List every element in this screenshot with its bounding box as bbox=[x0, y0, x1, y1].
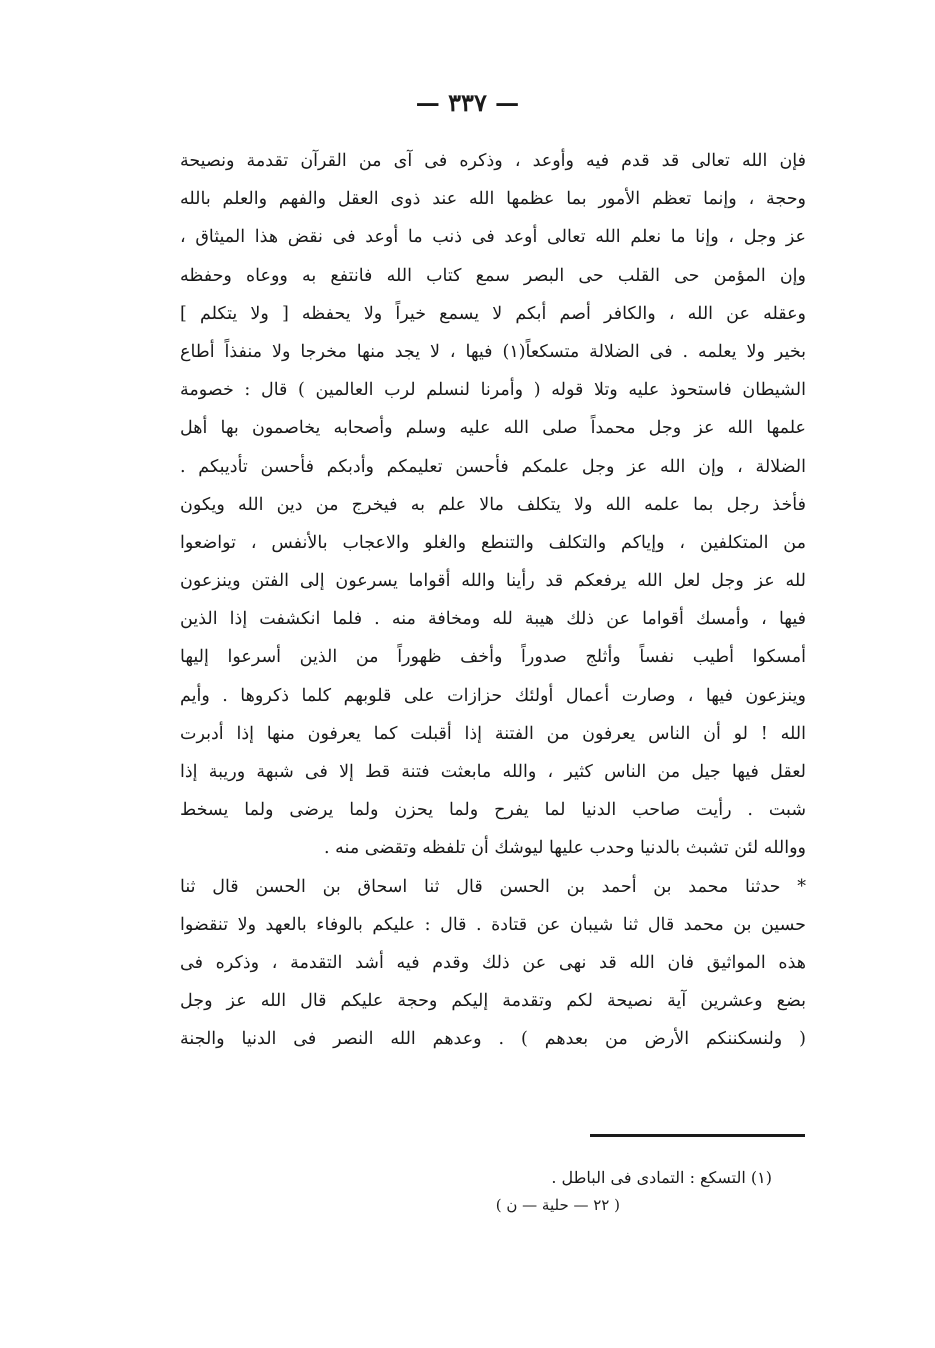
text-line: وإن المؤمن حى القلب حى البصر سمع كتاب الله فانتفع به ووعاه وحفظه bbox=[180, 265, 806, 286]
signature-mark: ( ٢٢ — حلية — ن ) bbox=[495, 1196, 620, 1214]
text-line: * حدثنا محمد بن أحمد بن الحسن قال ثنا اسحاق بن الحسن قال ثنا bbox=[180, 876, 806, 897]
text-line: أمسكوا أطيب نفساً وأثلج صدوراً وأخف ظهوراً من الذين أسرعوا إليها bbox=[180, 647, 806, 668]
text-line: وعقله عن الله ، والكافر أصم أبكم لا يسمع خيراً ولا يحفظه [ ولا يتكلم ] bbox=[180, 303, 806, 324]
footnote: (١) التسكع : التمادى فى الباطل . bbox=[551, 1168, 772, 1187]
footnote-divider bbox=[590, 1134, 805, 1137]
text-line: عز وجل ، وإنا ما نعلم الله تعالى أوعد فى ذنب ما أوعد فى نقض هذا الميثاق ، bbox=[180, 227, 806, 248]
text-line: هذه المواثيق فان الله قد نهى عن ذلك وقدم فيه أشد التقدمة ، وذكره فى bbox=[180, 952, 806, 973]
text-line: شبت . رأيت صاحب الدنيا لما يفرح ولما يحزن ولما يرضى ولما يسخط bbox=[180, 800, 806, 821]
main-text bbox=[180, 142, 806, 1059]
text-line: الضلالة ، وإن الله عز وجل علمكم فأحسن تعليمكم وأدبكم فأحسن تأديبكم . bbox=[180, 456, 806, 477]
text-line: وحجة ، وإنما تعظم الأمور بما عظمها الله عند ذوى العقل والفهم والعلم بالله bbox=[180, 189, 806, 210]
text-line: بخير ولا يعلمه . فى الضلالة متسكعاً(١) فيها ، لا يجد منها مخرجا ولا منفذاً أطاع bbox=[180, 341, 806, 362]
text-line: فيها ، وأمسك أقواما عن ذلك هيبة لله ومخافة منه . فلما انكشفت إذا الذين bbox=[180, 609, 806, 630]
text-line: ووالله لئن تشبث بالدنيا وحدب عليها ليوشك أن تلفظه وتقضى منه . bbox=[324, 838, 806, 859]
text-line: فأخذ رجل بما علمه الله ولا يتكلف مالا علم به فيخرج من دين الله ويكون bbox=[180, 494, 806, 515]
text-line: لعقل فيها جيل من الناس كثير ، والله مابعثت فتنة قط إلا فى شبهة وريبة إذا bbox=[180, 762, 806, 782]
text-line: بضع وعشرين آية نصيحة لكم وتقدمة إليكم وحجة عليكم قال الله عز وجل bbox=[180, 991, 806, 1012]
text-line: حسين بن محمد قال ثنا شيبان عن قتادة . قال : عليكم بالوفاء بالعهد ولا تنقضوا bbox=[180, 914, 806, 935]
text-line: الله ! لو أن الناس يعرفون من الفتنة إذا أقبلت كما يعرفون منها إذا أدبرت bbox=[180, 723, 806, 744]
text-line: من المتكلفين ، وإياكم والتكلف والتنطع والغلو والاعجاب بالأنفس ، تواضعوا bbox=[180, 532, 806, 553]
text-line: فإن الله تعالى قد قدم فيه وأوعد ، وذكره فى آى من القرآن تقدمة ونصيحة bbox=[180, 151, 806, 171]
text-line: ( ولنسكننكم الأرض من بعدهم ) . وعدهم الله النصر فى الدنيا والجنة bbox=[180, 1029, 806, 1050]
text-line: الشيطان فاستحوذ عليه وتلا قوله ( وأمرنا لنسلم لرب العالمين ) قال : خصومة bbox=[180, 380, 806, 401]
text-line: علمها الله عز وجل محمداً صلى الله عليه وسلم وأصحابه يخاصمون بها أهل bbox=[180, 418, 806, 439]
text-line: لله عز وجل لعل الله يرفعكم قد رأينا والله أقواما يسرعون إلى الفتن وينزعون bbox=[180, 571, 806, 592]
page-number: — ٣٣٧ — bbox=[415, 88, 520, 117]
text-line: وينزعون فيها ، وصارت أعمال أولئك حزازات على قلوبهم كلما ذكروها . وأيم bbox=[180, 685, 806, 706]
